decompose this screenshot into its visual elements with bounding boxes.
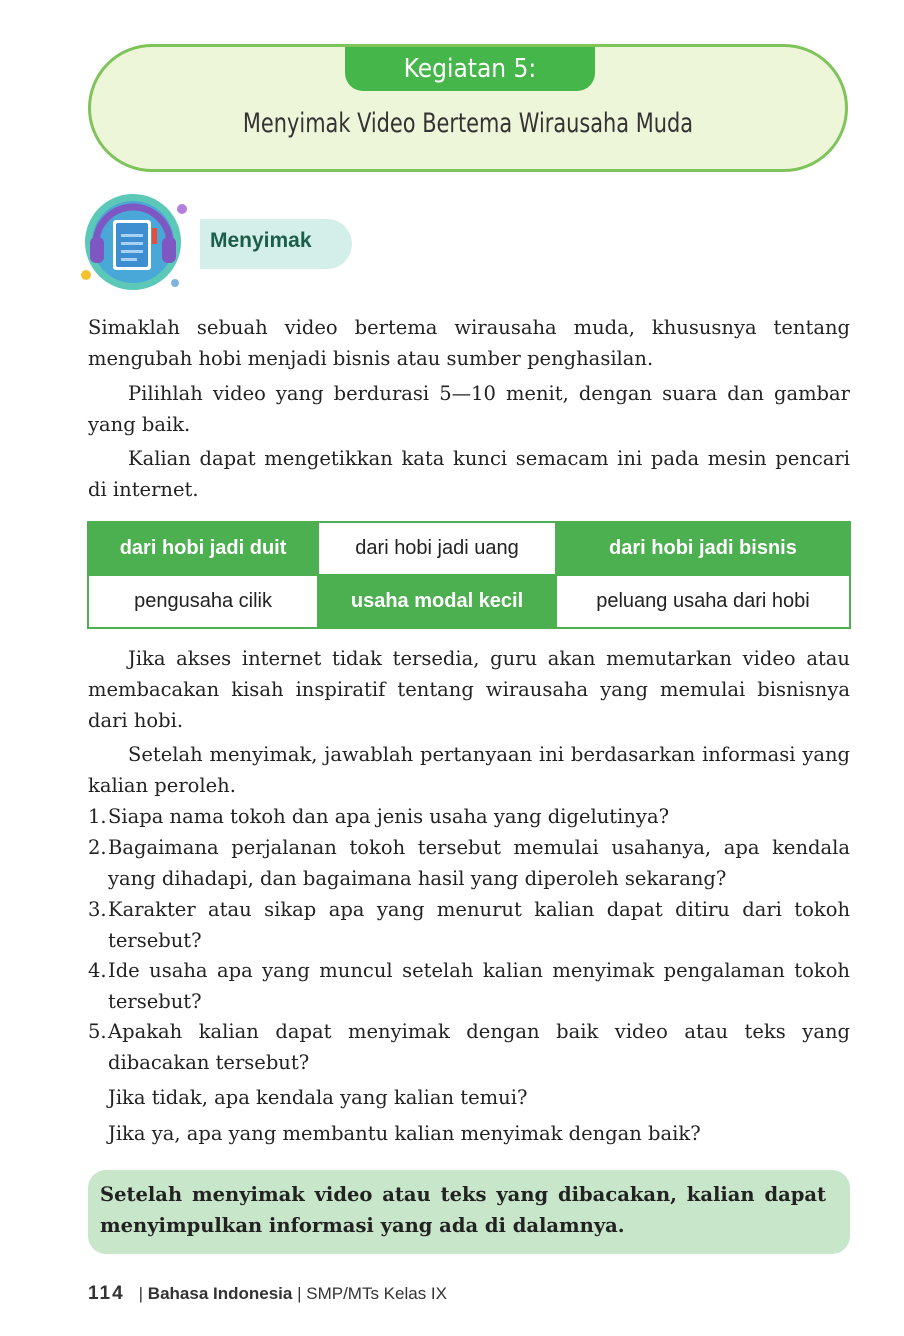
question-text: Ide usaha apa yang muncul setelah kalian menyimak pengalaman tokoh tersebut?: [108, 959, 850, 1013]
question-number: 5.: [88, 1020, 107, 1043]
question-item: [88, 801, 850, 832]
question-item: [88, 955, 850, 1017]
duration-paragraph: Pilihlah video yang berdurasi 5—10 menit, dengan suara dan gambar yang baik.: [88, 382, 850, 436]
section-label: Menyimak: [210, 229, 312, 252]
keyword-cell: dari hobi jadi duit: [88, 522, 318, 575]
keyword-cell: pengusaha cilik: [88, 575, 318, 628]
question-item: [88, 894, 850, 956]
table-row: [88, 522, 850, 575]
page-number: 114: [88, 1283, 125, 1304]
question-text: Siapa nama tokoh dan apa jenis usaha yang digelutinya?: [108, 805, 670, 828]
headphones-book-icon: [78, 192, 198, 292]
intro-paragraph: Simaklah sebuah video bertema wirausaha muda, khususnya tentang mengubah hobi menjadi bisnis atau sumber penghasilan.: [88, 316, 850, 370]
keyword-cell: peluang usaha dari hobi: [556, 575, 850, 628]
question-item: [88, 832, 850, 894]
followup-no: Jika tidak, apa kendala yang kalian temui?: [108, 1086, 528, 1109]
question-number: 1.: [88, 805, 107, 828]
question-number: 4.: [88, 959, 107, 982]
keyword-instruction-paragraph: Kalian dapat mengetikkan kata kunci semacam ini pada mesin pencari di internet.: [88, 447, 850, 501]
page-footer: 114 | Bahasa Indonesia | SMP/MTs Kelas IX: [88, 1283, 447, 1304]
keyword-table: [87, 521, 851, 629]
table-row: [88, 575, 850, 628]
footer-level: | SMP/MTs Kelas IX: [297, 1284, 447, 1303]
question-item: [88, 1016, 850, 1078]
footer-subject: Bahasa Indonesia: [147, 1284, 293, 1303]
question-number: 3.: [88, 898, 107, 921]
answer-instruction-paragraph: Setelah menyimak, jawablah pertanyaan ini berdasarkan informasi yang kalian peroleh.: [88, 743, 850, 797]
activity-title: Menyimak Video Bertema Wirausaha Muda: [242, 108, 694, 139]
followup-yes: Jika ya, apa yang membantu kalian menyimak dengan baik?: [108, 1122, 701, 1145]
question-text: Karakter atau sikap apa yang menurut kalian dapat ditiru dari tokoh tersebut?: [108, 898, 850, 952]
keyword-cell: usaha modal kecil: [318, 575, 556, 628]
keyword-cell: dari hobi jadi uang: [318, 522, 556, 575]
question-number: 2.: [88, 836, 107, 859]
activity-number-tab: Kegiatan 5:: [345, 47, 595, 91]
question-text: Bagaimana perjalanan tokoh tersebut memulai usahanya, apa kendala yang dihadapi, dan bagaimana hasil yang diperoleh sekarang?: [108, 836, 850, 890]
conclusion-box: Setelah menyimak video atau teks yang dibacakan, kalian dapat menyimpulkan informasi yang ada di dalamnya.: [88, 1170, 850, 1254]
no-internet-paragraph: Jika akses internet tidak tersedia, guru akan memutarkan video atau membacakan kisah inspiratif tentang wirausaha yang memulai bisnisnya dari hobi.: [88, 647, 850, 732]
question-text: Apakah kalian dapat menyimak dengan baik video atau teks yang dibacakan tersebut?: [108, 1020, 850, 1074]
keyword-cell: dari hobi jadi bisnis: [556, 522, 850, 575]
